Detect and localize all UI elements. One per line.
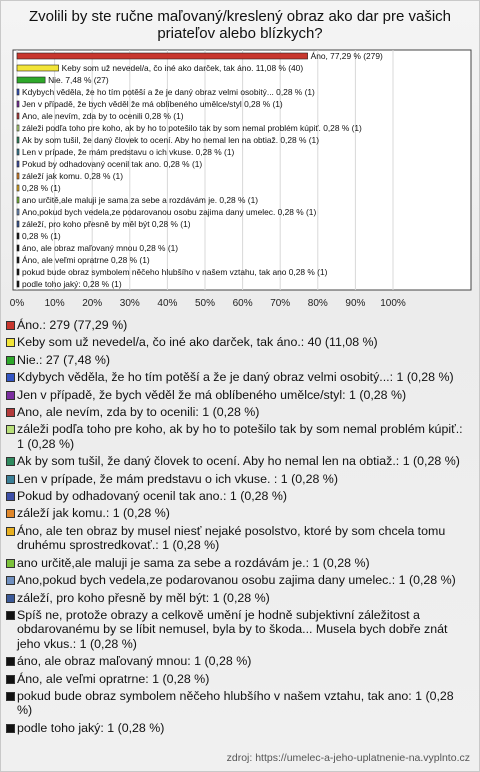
legend-item: [6, 353, 472, 367]
legend-item: [6, 654, 472, 668]
x-tick-label: 0%: [9, 298, 25, 309]
legend-swatch: [6, 475, 15, 484]
legend-item: [6, 370, 472, 384]
bar-label: Ano, ale nevím, zda by to ocenili 0,28 % (1): [22, 111, 184, 121]
bar-label: Ak by som tušil, že daný človek to ocení. Aby ho nemal len na obtiaž. 0,28 % (1): [22, 135, 320, 145]
legend-label: Len v prípade, že mám predstavu o ich vkuse. : 1 (0,28 %): [17, 471, 338, 486]
plot-area: [13, 50, 471, 290]
bar-label: záleží jak komu. 0,28 % (1): [22, 171, 124, 181]
legend-swatch: [6, 692, 15, 701]
bar: [17, 65, 59, 71]
legend-label: áno, ale obraz maľovaný mnou: 1 (0,28 %): [17, 654, 252, 669]
legend-label: Áno, ale ten obraz by musel niesť nejaké posolstvo, ktoré by som chcela tomu druhému sprostredkovať.: 1 (0,28 %): [17, 523, 446, 553]
legend-item: [6, 672, 472, 686]
legend-swatch: [6, 527, 15, 536]
legend-item: [6, 524, 472, 553]
bar-label: Áno, 77,29 % (279): [310, 51, 383, 61]
legend-label: podle toho jaký: 1 (0,28 %): [17, 720, 165, 735]
legend-label: Áno, ale veľmi opratrne: 1 (0,28 %): [17, 671, 210, 686]
bar: [17, 161, 19, 167]
legend-item: [6, 388, 472, 402]
bar: [17, 209, 19, 215]
bar: [17, 113, 19, 119]
legend-item: [6, 472, 472, 486]
bar-label: áno, ale obraz maľovaný mnou 0,28 % (1): [22, 243, 179, 253]
bar-label: záleží, pro koho přesně by měl být 0,28 % (1): [22, 219, 191, 229]
legend-label: Ak by som tušil, že daný človek to ocení. Aby ho nemal len na obtiaž.: 1 (0,28 %): [17, 454, 460, 469]
bar: [17, 53, 308, 59]
bar: [17, 197, 19, 203]
legend-label: Áno.: 279 (77,29 %): [17, 318, 128, 332]
legend-label: Nie.: 27 (7,48 %): [17, 352, 110, 367]
bar-label: záleži podľa toho pre koho, ak by ho to potešilo tak by som nemal problém kúpiť. 0,28 % (1): [22, 123, 362, 133]
legend-swatch: [6, 675, 15, 684]
x-tick-label: 30%: [119, 298, 140, 309]
bar: [17, 173, 19, 179]
legend-label: Spíš ne, protože obrazy a celkově umění je hodně subjektivní záležitost a obdarovanému by se líbit nemusel, byla by to škoda... Musela bych dobře znát jeho vkus.: 1 (0,28 %): [17, 607, 448, 651]
bar-label: Áno, ale veľmi opratrne 0,28 % (1): [22, 255, 150, 265]
legend-item: [6, 454, 472, 468]
legend-item: [6, 489, 472, 503]
legend-swatch: [6, 457, 15, 466]
legend-item: [6, 422, 472, 451]
legend-swatch: [6, 559, 15, 568]
bar-label: 0,28 % (1): [22, 183, 61, 193]
bar-label: pokud bude obraz symbolem něčeho hlubšího v našem vztahu, tak ano 0,28 % (1): [22, 267, 328, 277]
bar-label: Jen v případě, že bych věděl že má oblíbeného umělce/styl 0,28 % (1): [22, 99, 283, 109]
legend-item: [6, 556, 472, 570]
legend-item: [6, 318, 472, 332]
legend-swatch: [6, 594, 15, 603]
legend-label: Keby som už nevedel/a, čo iné ako darček, tak áno.: 40 (11,08 %): [17, 335, 378, 350]
x-tick-label: 50%: [194, 298, 216, 309]
bar-label: Nie. 7,48 % (27): [48, 75, 109, 85]
x-tick-label: 60%: [232, 298, 253, 309]
x-tick-label: 80%: [307, 298, 328, 309]
bar-label: Keby som už nevedel/a, čo iné ako darček, tak áno. 11,08 % (40): [61, 63, 304, 73]
legend-item: [6, 591, 472, 605]
bar: [17, 89, 19, 95]
bar-label: Kdybych věděla, že ho tím potěší a že je daný obraz velmi osobitý... 0,28 % (1): [22, 87, 315, 97]
bar-label: Ano,pokud bych vedela,ze podarovanou osobu zajima dany umelec. 0,28 % (1): [22, 207, 317, 217]
bar: [17, 101, 19, 107]
legend-label: Ano, ale nevím, zda by to ocenili: 1 (0,28 %): [17, 405, 260, 420]
x-tick-label: 10%: [44, 298, 65, 309]
legend-item: [6, 689, 472, 718]
bar: [17, 149, 19, 155]
bar-label: Len v prípade, že mám predstavu o ich vkuse. 0,28 % (1): [22, 147, 235, 157]
legend-item: [6, 573, 472, 587]
bar: [17, 233, 19, 239]
legend-swatch: [6, 576, 15, 585]
legend-item: [6, 721, 472, 735]
bar: [17, 257, 19, 263]
bar: [17, 137, 19, 143]
legend-swatch: [6, 391, 15, 400]
bar-chart: [0, 0, 480, 318]
legend-item: [6, 506, 472, 520]
legend-swatch: [6, 321, 15, 330]
legend-label: Ano,pokud bych vedela,ze podarovanou osobu zajima dany umelec.: 1 (0,28 %): [17, 573, 456, 588]
legend-item: [6, 608, 472, 651]
legend-swatch: [6, 611, 15, 620]
bar: [17, 269, 19, 275]
legend-swatch: [6, 492, 15, 501]
source-note: zdroj: https://umelec-a-jeho-uplatnenie-na.vyplnto.cz: [226, 752, 470, 764]
legend-label: Pokud by odhadovaný ocenil tak ano.: 1 (0,28 %): [17, 489, 288, 504]
x-tick-label: 90%: [345, 298, 366, 309]
x-tick-label: 40%: [157, 298, 178, 309]
legend-swatch: [6, 408, 15, 417]
bar-label: ano určitě,ale maluji je sama za sebe a rozdávám je. 0,28 % (1): [22, 195, 259, 205]
legend-swatch: [6, 509, 15, 518]
legend-item: [6, 335, 472, 349]
legend-label: ano určitě,ale maluji je sama za sebe a rozdávám je.: 1 (0,28 %): [17, 555, 370, 570]
legend-swatch: [6, 724, 15, 733]
legend-swatch: [6, 373, 15, 382]
legend-swatch: [6, 356, 15, 365]
legend: [6, 318, 472, 738]
bar-label: podle toho jaký: 0,28 % (1): [22, 279, 122, 289]
x-tick-label: 70%: [270, 298, 291, 309]
legend-label: pokud bude obraz symbolem něčeho hlubšího v našem vztahu, tak ano: 1 (0,28 %): [17, 688, 454, 718]
legend-swatch: [6, 338, 15, 347]
x-tick-label: 20%: [82, 298, 103, 309]
legend-item: [6, 405, 472, 419]
chart-title: Zvolili by ste ručne maľovaný/kreslený obraz ako dar pre vašich priateľov alebo blízkych?: [28, 8, 452, 42]
legend-swatch: [6, 425, 15, 434]
x-tick-label: 100%: [380, 298, 406, 309]
bar: [17, 125, 19, 131]
legend-label: Kdybych věděla, že ho tím potěší a že je daný obraz velmi osobitý...: 1 (0,28 %): [17, 370, 454, 385]
bar: [17, 221, 19, 227]
bar: [17, 185, 19, 191]
legend-label: záleží, pro koho přesně by měl být: 1 (0,28 %): [17, 590, 270, 605]
legend-label: záleží jak komu.: 1 (0,28 %): [17, 506, 170, 521]
bar: [17, 77, 45, 83]
bar: [17, 281, 19, 287]
legend-swatch: [6, 657, 15, 666]
bar: [17, 245, 19, 251]
legend-label: záleži podľa toho pre koho, ak by ho to potešilo tak by som nemal problém kúpiť.: 1 (0,28 %): [17, 422, 463, 451]
bar-label: Pokud by odhadovaný ocenil tak ano. 0,28 % (1): [22, 159, 203, 169]
legend-label: Jen v případě, že bych věděl že má oblíbeného umělce/styl: 1 (0,28 %): [17, 387, 407, 402]
bar-label: 0,28 % (1): [22, 231, 61, 241]
